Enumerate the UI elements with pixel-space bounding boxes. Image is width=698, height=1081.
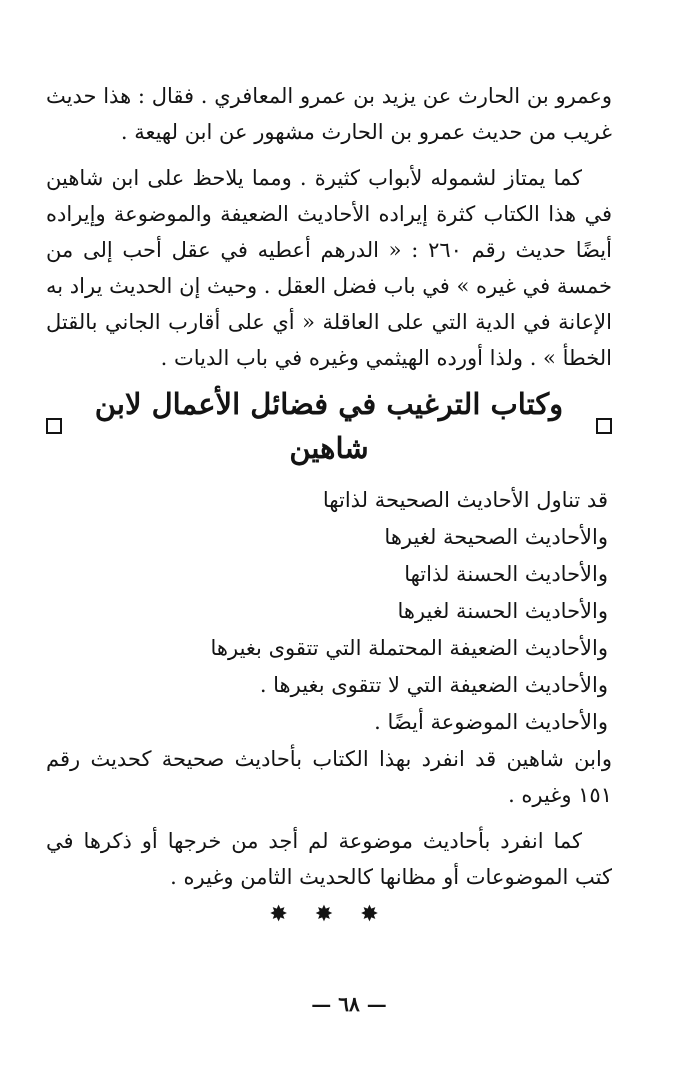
paragraph-fabricated-hadith: كما انفرد بأحاديث موضوعة لم أجد من خرجها أو ذكرها في كتب الموضوعات أو مظانها كالحديث الثامن وغيره .	[46, 829, 612, 889]
list-item: والأحاديث الموضوعة أيضًا .	[374, 710, 608, 734]
square-icon	[596, 418, 612, 434]
list-item: والأحاديث الحسنة لغيرها	[397, 599, 608, 623]
page-content	[46, 78, 612, 933]
list-item: والأحاديث الضعيفة التي لا تتقوى بغيرها .	[259, 673, 608, 697]
page-number: — ٦٨ —	[311, 992, 387, 1016]
paragraph-book-features: كما يمتاز لشموله لأبواب كثيرة . ومما يلاحظ على ابن شاهين في هذا الكتاب كثرة إيراده الأحاديث الضعيفة والموضوعة وإيراده أيضًا حديث رقم ٢٦٠ : « الدرهم أعطيه في عقل أحب إلى من خمسة في غيره » في باب فضل العقل . وحيث إن الحديث يراد به الإعانة في الدية التي على العاقلة « أي على أقارب الجاني بالقتل الخطأ » . ولذا أورده الهيثمي وغيره في باب الديات .	[46, 166, 612, 370]
section-heading-text: وكتاب الترغيب في فضائل الأعمال لابن شاهين	[94, 387, 564, 465]
paragraph-continuation: وعمرو بن الحارث عن يزيد بن عمرو المعافري . فقال : هذا حديث غريب من حديث عمرو بن الحارث مشهور عن ابن لهيعة .	[46, 84, 612, 144]
paragraph-authentic-hadith: وابن شاهين قد انفرد بهذا الكتاب بأحاديث صحيحة كحديث رقم ١٥١ وغيره .	[46, 747, 612, 807]
list-item: والأحاديث الحسنة لذاتها	[404, 562, 608, 586]
list-item: قد تناول الأحاديث الصحيحة لذاتها	[322, 488, 608, 512]
square-icon	[46, 418, 62, 434]
section-heading	[46, 382, 612, 470]
list-item: والأحاديث الصحيحة لغيرها	[384, 525, 608, 549]
hadith-types-list	[46, 482, 612, 741]
separator-stars: ✸ ✸ ✸	[269, 902, 389, 927]
list-item: والأحاديث الضعيفة المحتملة التي تتقوى بغيرها	[210, 636, 608, 660]
